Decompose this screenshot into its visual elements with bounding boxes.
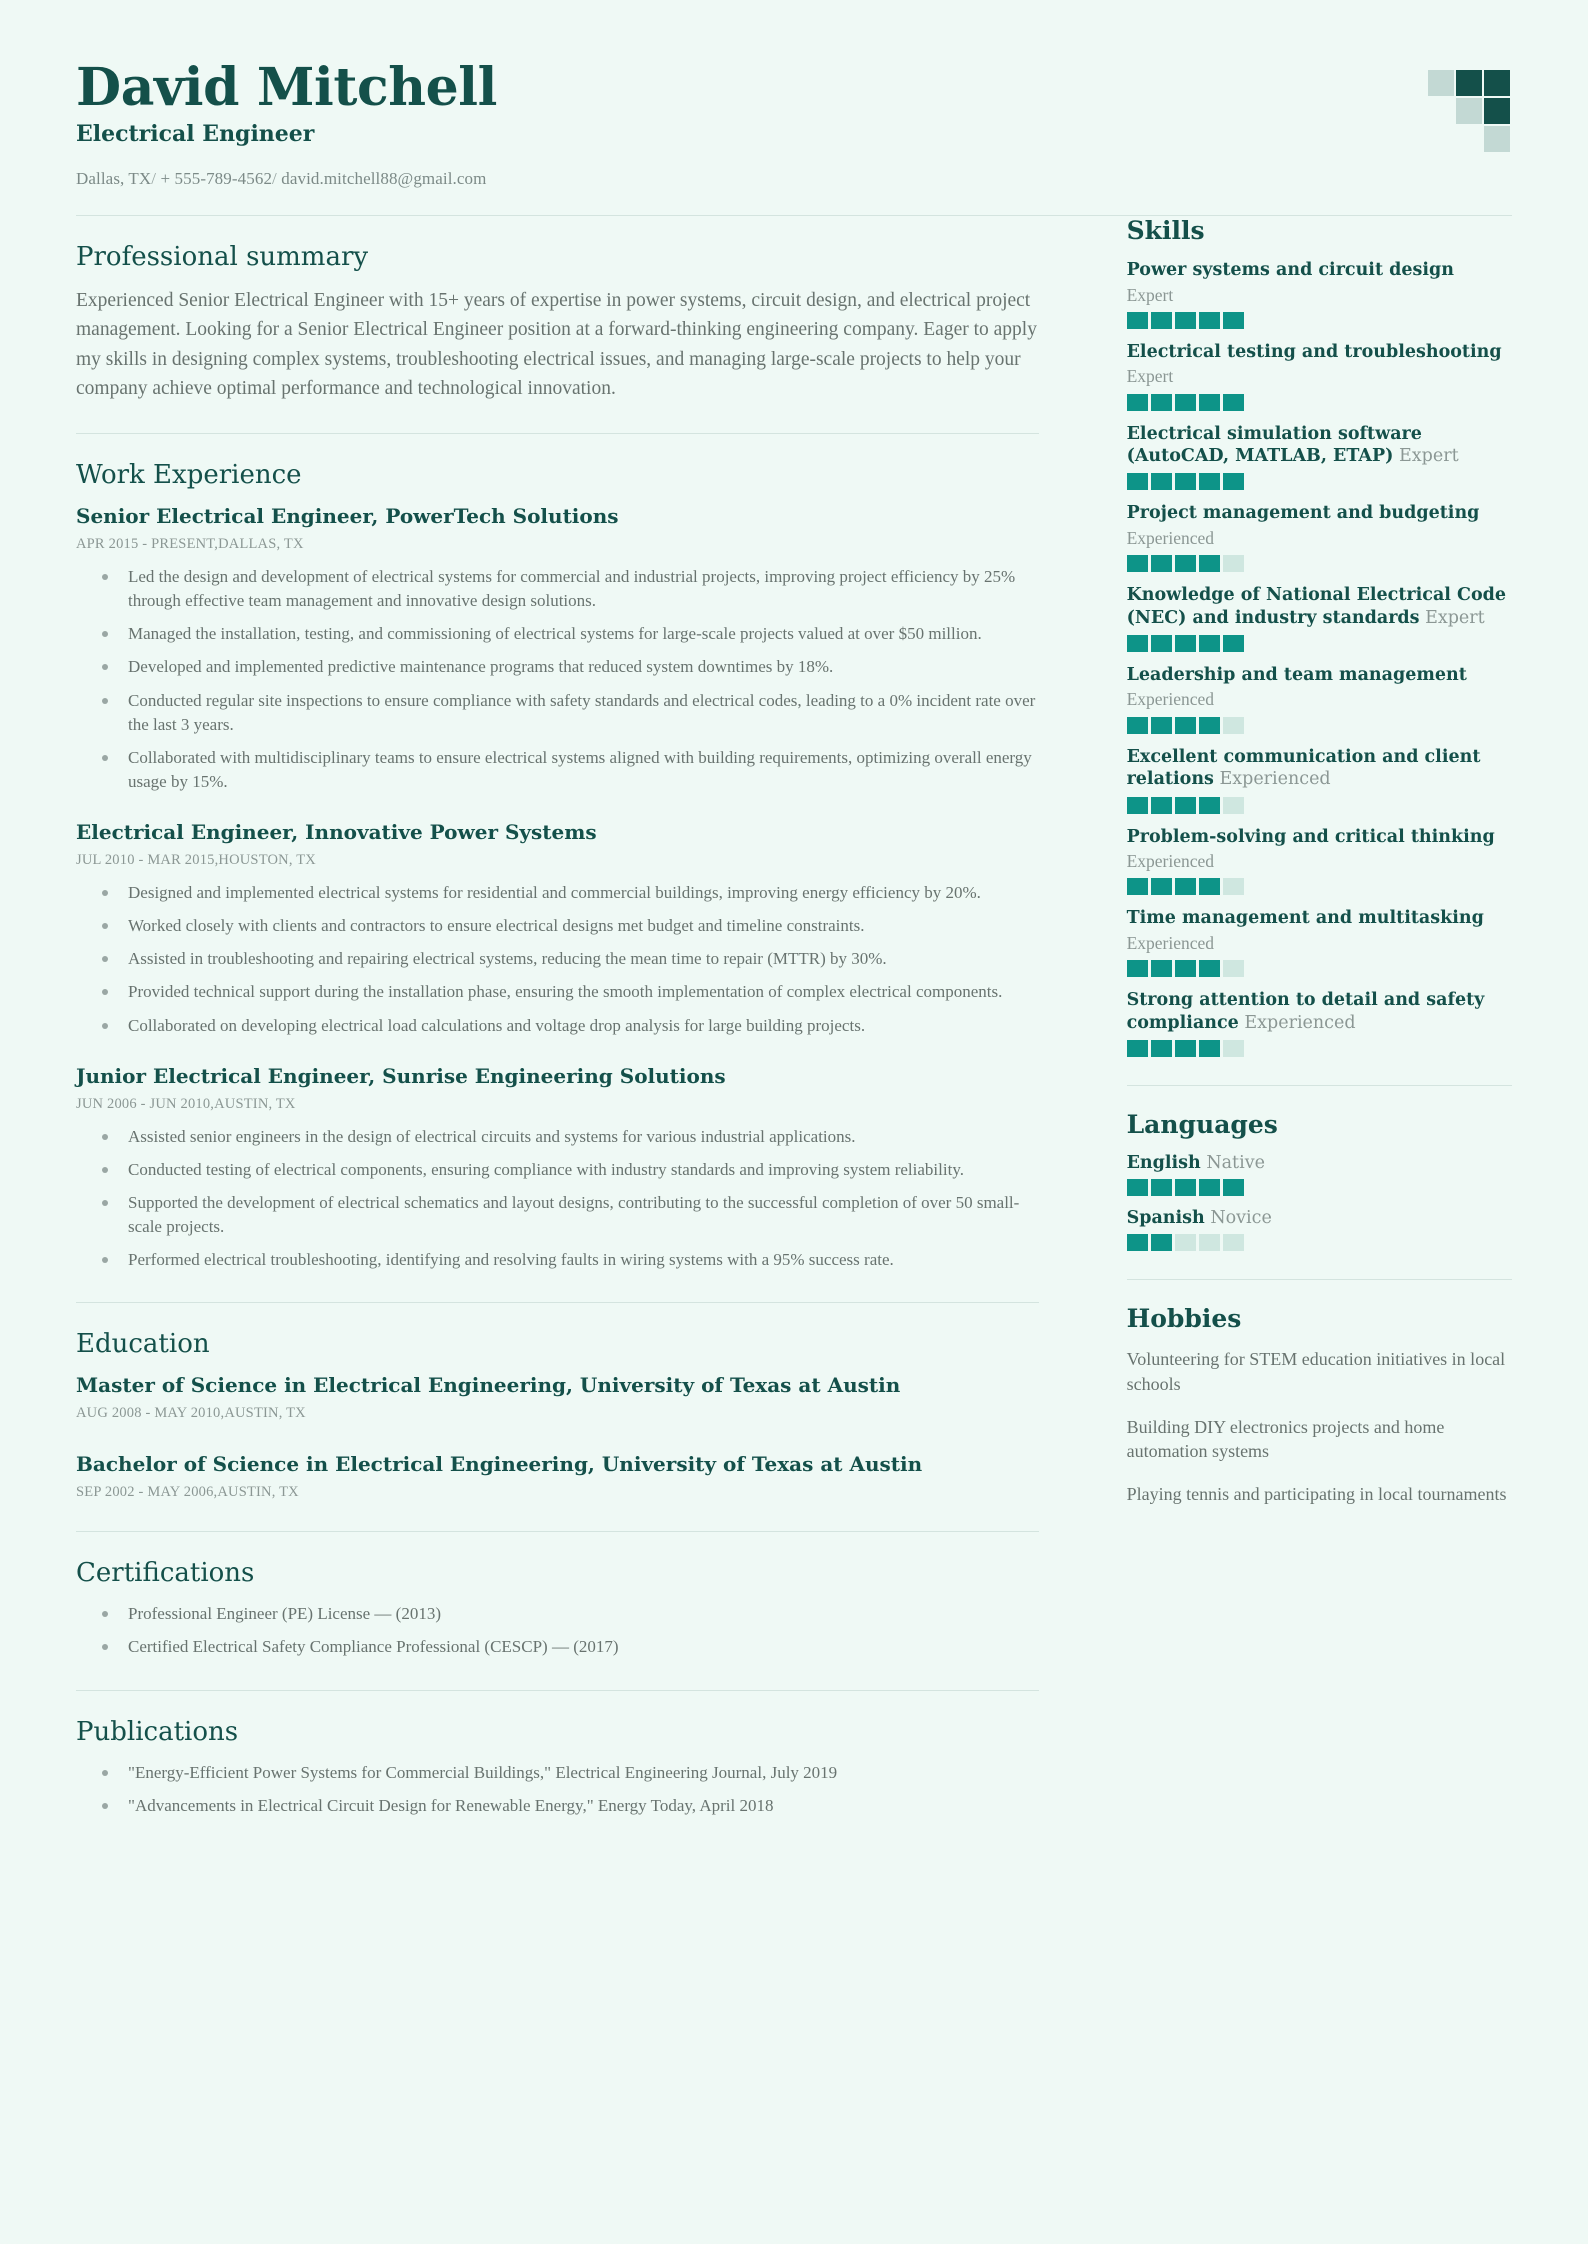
work-bullet: Worked closely with clients and contractors to ensure electrical designs met budget and timeline constraints. xyxy=(76,914,1039,938)
work-bullet: Collaborated with multidisciplinary teams to ensure electrical systems aligned with building requirements, optimizing overall energy usage by 15%. xyxy=(76,746,1039,794)
rating-square xyxy=(1223,1040,1244,1057)
skill-rating-bars xyxy=(1127,797,1512,814)
rating-square xyxy=(1127,312,1148,329)
rating-square xyxy=(1175,960,1196,977)
rating-square xyxy=(1151,878,1172,895)
work-bullet: Developed and implemented predictive maintenance programs that reduced system downtimes by 18%. xyxy=(76,655,1039,679)
logo-square-3 xyxy=(1484,70,1510,96)
candidate-name: David Mitchell xyxy=(76,57,498,118)
work-bullet: Provided technical support during the installation phase, ensuring the smooth implementation of complex electrical components. xyxy=(76,980,1039,1004)
work-bullet: Conducted regular site inspections to ensure compliance with safety standards and electrical codes, leading to a 0% incident rate over the last 3 years. xyxy=(76,689,1039,737)
skill-item xyxy=(1127,826,1512,896)
hobby-item: Volunteering for STEM education initiatives in local schools xyxy=(1126,1348,1506,1394)
language-level: Novice xyxy=(1204,1207,1272,1228)
rating-square xyxy=(1151,312,1172,329)
rating-square xyxy=(1151,960,1172,977)
contact-email: david.mitchell88@gmail.com xyxy=(281,169,487,189)
work-entry-meta: APR 2015 - PRESENT,DALLAS, TX xyxy=(76,536,304,553)
skill-level: Experienced xyxy=(1213,769,1331,790)
skill-item xyxy=(1127,746,1512,814)
rating-square xyxy=(1127,394,1148,411)
rating-square xyxy=(1223,473,1244,490)
education-entry-meta: AUG 2008 - MAY 2010,AUSTIN, TX xyxy=(76,1405,306,1422)
rating-square xyxy=(1223,960,1244,977)
section-title-publications: Publications xyxy=(76,1716,239,1747)
languages-list xyxy=(1127,1153,1512,1251)
certifications-divider xyxy=(76,1690,1039,1691)
skill-level: Experienced xyxy=(1126,527,1215,548)
logo-square-6 xyxy=(1484,98,1510,124)
work-bullet: Designed and implemented electrical systems for residential and commercial buildings, improving energy efficiency by 20%. xyxy=(76,881,1039,905)
skill-item xyxy=(1127,502,1512,572)
section-title-certifications: Certifications xyxy=(76,1558,255,1589)
publication-item: "Energy-Efficient Power Systems for Commercial Buildings," Electrical Engineering Journal, July 2019 xyxy=(76,1761,1039,1785)
rating-square xyxy=(1127,1179,1148,1196)
education-entry xyxy=(76,1373,1039,1422)
rating-square xyxy=(1175,555,1196,572)
skill-name xyxy=(1127,746,1512,791)
section-title-work-experience: Work Experience xyxy=(76,460,302,491)
skill-name xyxy=(1127,907,1512,929)
hobby-item: Playing tennis and participating in local tournaments xyxy=(1126,1484,1507,1505)
rating-square xyxy=(1223,797,1244,814)
work-entry-title: Electrical Engineer, Innovative Power Systems xyxy=(76,820,597,845)
rating-square xyxy=(1199,1234,1220,1251)
rating-square xyxy=(1199,473,1220,490)
skill-name-text: Leadership and team management xyxy=(1126,665,1467,686)
section-title-hobbies: Hobbies xyxy=(1126,1303,1242,1333)
skill-item xyxy=(1127,259,1512,329)
skill-level: Expert xyxy=(1126,366,1174,387)
rating-square xyxy=(1175,1040,1196,1057)
logo-square-2 xyxy=(1456,70,1482,96)
skill-name-text: Project management and budgeting xyxy=(1126,503,1480,524)
work-bullet-list xyxy=(76,565,1039,794)
skill-rating-bars xyxy=(1127,635,1512,652)
language-name xyxy=(1127,1153,1512,1173)
skill-rating-bars xyxy=(1127,555,1512,572)
work-experience-list xyxy=(76,504,1039,1272)
decorative-squares-logo-icon xyxy=(1428,70,1512,154)
contact-separator-1: / xyxy=(151,169,157,189)
skill-name xyxy=(1127,826,1512,848)
skill-rating-bars xyxy=(1127,960,1512,977)
skill-item xyxy=(1127,584,1512,652)
logo-square-9 xyxy=(1484,126,1510,152)
rating-square xyxy=(1127,960,1148,977)
skill-name-text: Excellent communication and client relations xyxy=(1126,746,1481,790)
sidebar-column xyxy=(1085,216,1512,1827)
rating-square xyxy=(1127,1234,1148,1251)
logo-square-1 xyxy=(1428,70,1454,96)
hobbies-list xyxy=(1127,1347,1512,1507)
contact-location: Dallas, TX xyxy=(76,169,152,189)
skill-rating-bars xyxy=(1127,312,1512,329)
work-divider xyxy=(76,1302,1039,1303)
professional-summary-text: Experienced Senior Electrical Engineer with 15+ years of expertise in power systems, circuit design, and electrical project management. Looking for a Senior Electrical Engineer position at a forward-thinking engineering company. Eager to apply my skills in designing complex systems, troubleshooting electrical issues, and managing large-scale projects to help your company achieve optimal performance and technological innovation. xyxy=(76,290,1037,399)
skill-rating-bars xyxy=(1127,717,1512,734)
rating-square xyxy=(1223,555,1244,572)
rating-square xyxy=(1127,717,1148,734)
rating-square xyxy=(1199,635,1220,652)
rating-square xyxy=(1223,312,1244,329)
rating-square xyxy=(1175,717,1196,734)
rating-square xyxy=(1223,878,1244,895)
resume-header xyxy=(76,57,1512,189)
rating-square xyxy=(1151,555,1172,572)
education-entry-title: Bachelor of Science in Electrical Engineering, University of Texas at Austin xyxy=(76,1452,923,1477)
education-entry-meta: SEP 2002 - MAY 2006,AUSTIN, TX xyxy=(76,1484,299,1501)
rating-square xyxy=(1223,717,1244,734)
rating-square xyxy=(1175,312,1196,329)
skill-name-text: Time management and multitasking xyxy=(1126,908,1484,929)
skill-level: Expert xyxy=(1393,446,1459,467)
skill-name-text: Electrical testing and troubleshooting xyxy=(1126,341,1502,362)
language-level: Native xyxy=(1200,1152,1265,1173)
rating-square xyxy=(1223,1234,1244,1251)
rating-square xyxy=(1223,394,1244,411)
rating-square xyxy=(1151,1179,1172,1196)
work-bullet: Assisted senior engineers in the design of electrical circuits and systems for various industrial applications. xyxy=(76,1125,1039,1149)
skill-item xyxy=(1127,341,1512,411)
rating-square xyxy=(1151,797,1172,814)
skill-level: Expert xyxy=(1126,284,1174,305)
rating-square xyxy=(1199,1040,1220,1057)
rating-square xyxy=(1223,635,1244,652)
education-entry-title: Master of Science in Electrical Engineering, University of Texas at Austin xyxy=(76,1373,901,1398)
rating-square xyxy=(1199,878,1220,895)
rating-square xyxy=(1151,717,1172,734)
hobby-item: Building DIY electronics projects and home automation systems xyxy=(1126,1416,1445,1462)
languages-divider xyxy=(1127,1279,1512,1280)
skill-name xyxy=(1127,502,1512,524)
section-title-skills: Skills xyxy=(1126,216,1205,246)
work-bullet: Supported the development of electrical schematics and layout designs, contributing to the successful completion of over 50 small-scale projects. xyxy=(76,1191,1039,1239)
skill-level: Experienced xyxy=(1126,689,1215,710)
work-entry-title: Senior Electrical Engineer, PowerTech Solutions xyxy=(76,504,619,529)
rating-square xyxy=(1175,878,1196,895)
rating-square xyxy=(1175,635,1196,652)
rating-square xyxy=(1151,1040,1172,1057)
language-rating-bars xyxy=(1127,1234,1512,1251)
language-name xyxy=(1127,1208,1512,1228)
skill-name-text: Knowledge of National Electrical Code (NEC) and industry standards xyxy=(1126,585,1506,628)
logo-square-4 xyxy=(1428,98,1454,124)
rating-square xyxy=(1199,797,1220,814)
work-bullet: Assisted in troubleshooting and repairing electrical systems, reducing the mean time to repair (MTTR) by 30%. xyxy=(76,947,1039,971)
content-columns xyxy=(76,216,1512,1827)
section-title-languages: Languages xyxy=(1126,1109,1278,1139)
skill-name xyxy=(1127,584,1512,629)
work-bullet: Led the design and development of electrical systems for commercial and industrial projects, improving project efficiency by 25% through effective team management and innovative design solutions. xyxy=(76,565,1039,613)
work-entry xyxy=(76,820,1039,1038)
candidate-job-title: Electrical Engineer xyxy=(76,121,315,148)
rating-square xyxy=(1175,1179,1196,1196)
skills-divider xyxy=(1127,1085,1512,1086)
section-title-education: Education xyxy=(76,1329,210,1360)
skill-level: Experienced xyxy=(1238,1012,1356,1033)
certification-item: Professional Engineer (PE) License — (2013) xyxy=(76,1602,1039,1626)
skill-name xyxy=(1127,664,1512,686)
work-bullet: Managed the installation, testing, and commissioning of electrical systems for large-scale projects valued at over $50 million. xyxy=(76,622,1039,646)
rating-square xyxy=(1127,473,1148,490)
skill-name xyxy=(1127,423,1512,468)
skill-item xyxy=(1127,907,1512,977)
rating-square xyxy=(1127,635,1148,652)
work-bullet: Performed electrical troubleshooting, identifying and resolving faults in wiring systems with a 95% success rate. xyxy=(76,1248,1039,1272)
rating-square xyxy=(1199,394,1220,411)
education-divider xyxy=(76,1531,1039,1532)
rating-square xyxy=(1175,1234,1196,1251)
skill-rating-bars xyxy=(1127,878,1512,895)
logo-square-5 xyxy=(1456,98,1482,124)
logo-square-7 xyxy=(1428,126,1454,152)
skill-item xyxy=(1127,423,1512,491)
skill-rating-bars xyxy=(1127,1040,1512,1057)
skill-name-text: Electrical simulation software (AutoCAD, MATLAB, ETAP) xyxy=(1126,423,1422,467)
rating-square xyxy=(1199,312,1220,329)
skill-rating-bars xyxy=(1127,473,1512,490)
certification-item: Certified Electrical Safety Compliance Professional (CESCP) — (2017) xyxy=(76,1635,1039,1659)
rating-square xyxy=(1127,1040,1148,1057)
rating-square xyxy=(1127,878,1148,895)
section-title-summary: Professional summary xyxy=(76,242,369,273)
skill-level: Experienced xyxy=(1126,932,1215,953)
skills-list xyxy=(1127,259,1512,1057)
work-entry-meta: JUN 2006 - JUN 2010,AUSTIN, TX xyxy=(76,1095,296,1112)
header-text-block xyxy=(76,57,1428,189)
work-entry-title: Junior Electrical Engineer, Sunrise Engineering Solutions xyxy=(76,1063,726,1088)
rating-square xyxy=(1199,717,1220,734)
education-list xyxy=(76,1373,1039,1501)
language-item xyxy=(1127,1153,1512,1196)
work-entry xyxy=(76,1064,1039,1273)
logo-square-8 xyxy=(1456,126,1482,152)
work-entry-meta: JUL 2010 - MAR 2015,HOUSTON, TX xyxy=(76,852,316,869)
contact-phone: + 555-789-4562 xyxy=(160,169,273,189)
rating-square xyxy=(1151,635,1172,652)
publication-item: "Advancements in Electrical Circuit Design for Renewable Energy," Energy Today, April 2018 xyxy=(76,1794,1039,1818)
language-rating-bars xyxy=(1127,1179,1512,1196)
main-column xyxy=(76,216,1085,1827)
skill-name xyxy=(1127,341,1512,363)
work-bullet-list xyxy=(76,881,1039,1038)
skill-name xyxy=(1127,989,1512,1034)
contact-separator-2: / xyxy=(272,169,277,189)
skill-name-text: Problem-solving and critical thinking xyxy=(1126,826,1495,847)
skill-name-text: Power systems and circuit design xyxy=(1126,260,1454,281)
publications-list xyxy=(76,1761,1039,1818)
language-name-text: English xyxy=(1126,1152,1201,1173)
rating-square xyxy=(1151,1234,1172,1251)
work-bullet: Collaborated on developing electrical load calculations and voltage drop analysis for large building projects. xyxy=(76,1014,1039,1038)
rating-square xyxy=(1175,394,1196,411)
skill-name xyxy=(1127,259,1512,281)
rating-square xyxy=(1199,1179,1220,1196)
rating-square xyxy=(1223,1179,1244,1196)
skill-rating-bars xyxy=(1127,394,1512,411)
summary-divider xyxy=(76,433,1039,434)
education-entry xyxy=(76,1452,1039,1501)
rating-square xyxy=(1127,555,1148,572)
rating-square xyxy=(1151,394,1172,411)
rating-square xyxy=(1199,555,1220,572)
contact-line xyxy=(76,169,1428,189)
work-entry xyxy=(76,504,1039,794)
language-item xyxy=(1127,1208,1512,1251)
rating-square xyxy=(1199,960,1220,977)
skill-name-text: Strong attention to detail and safety compliance xyxy=(1126,990,1485,1033)
rating-square xyxy=(1127,797,1148,814)
rating-square xyxy=(1175,473,1196,490)
skill-level: Expert xyxy=(1419,607,1485,628)
work-bullet: Conducted testing of electrical components, ensuring compliance with industry standards and improving system reliability. xyxy=(76,1158,1039,1182)
work-bullet-list xyxy=(76,1125,1039,1273)
skill-item xyxy=(1127,989,1512,1057)
certifications-list xyxy=(76,1602,1039,1659)
language-name-text: Spanish xyxy=(1126,1207,1205,1228)
rating-square xyxy=(1175,797,1196,814)
skill-item xyxy=(1127,664,1512,734)
skill-level: Experienced xyxy=(1126,850,1215,871)
rating-square xyxy=(1151,473,1172,490)
